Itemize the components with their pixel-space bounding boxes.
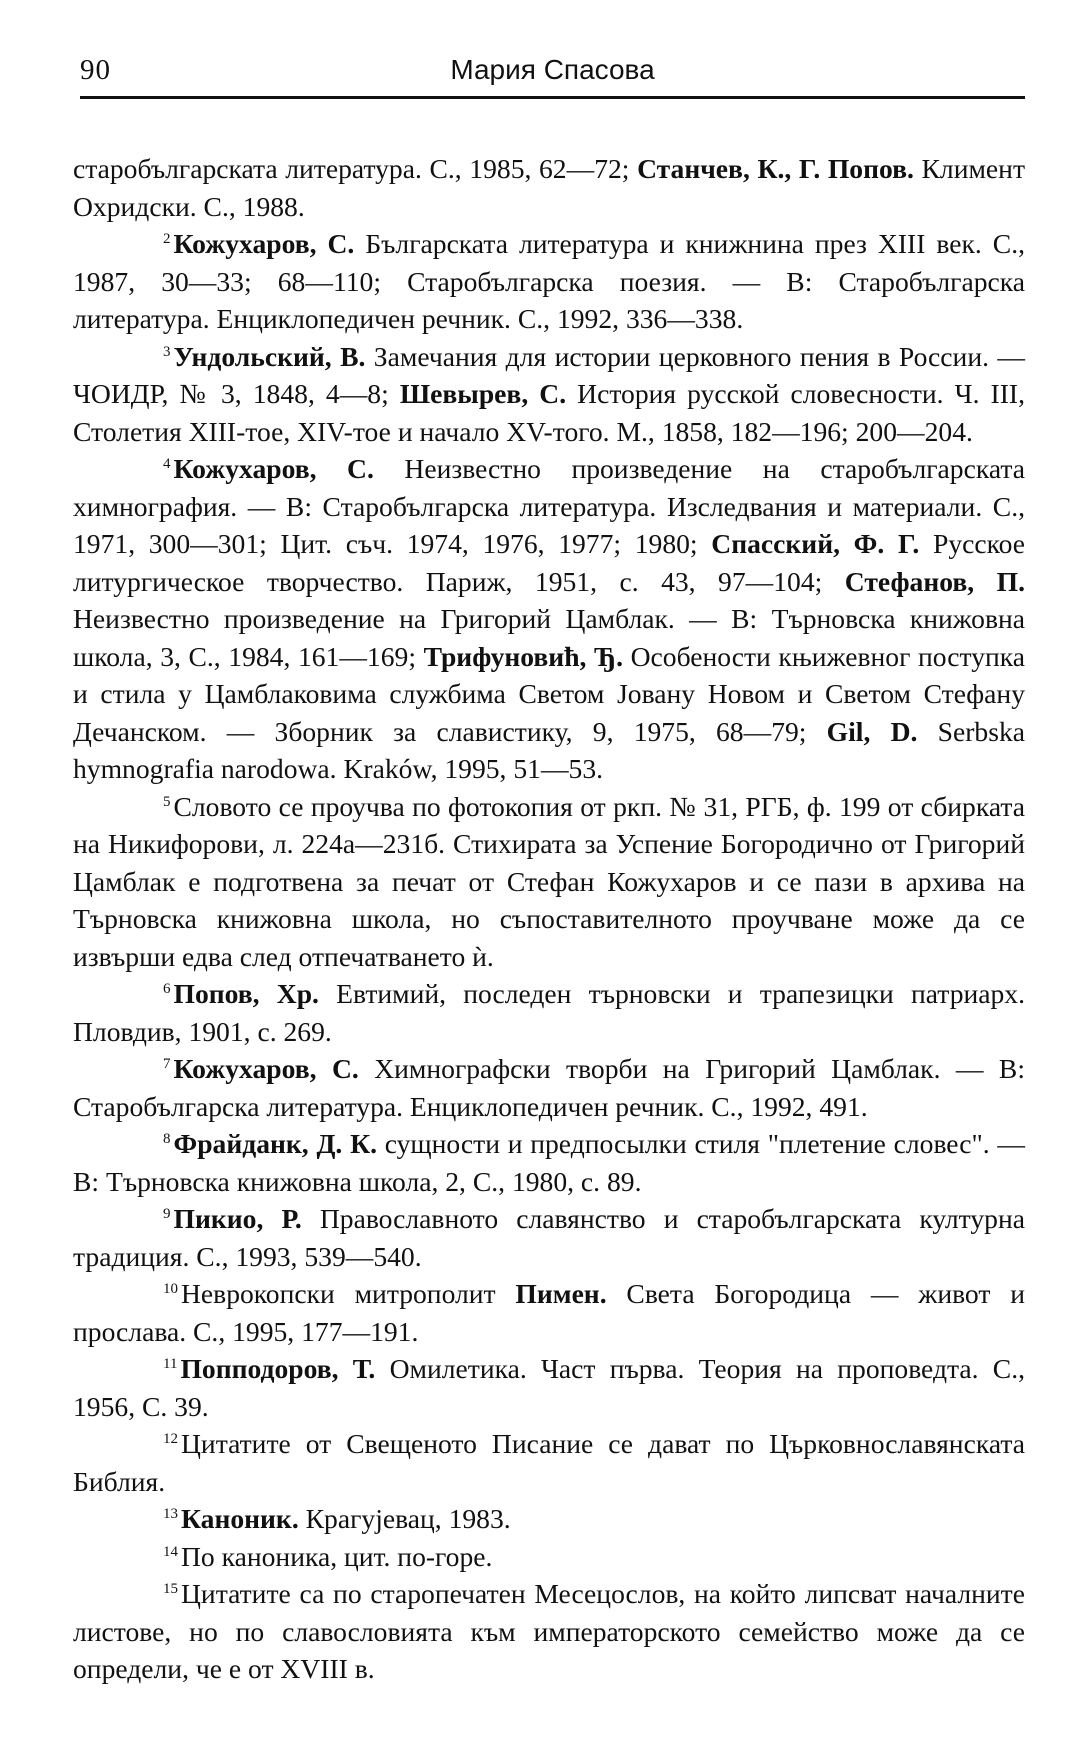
author-name: Трифуновић, Ђ. — [423, 640, 624, 672]
note-text: Православното славянство и старобългарската културна традиция. С., 1993, 539—540. — [73, 1203, 1025, 1272]
author-name: Станчев, К., Г. Попов. — [637, 153, 914, 184]
note-text: История русской словесности. Ч. III, Столетия XIII-тое, XIV-тое и начало XV-того. М., 1858, 182—196; 200—204. — [73, 378, 1025, 447]
footnote — [73, 1050, 1025, 1125]
note-text: Света Богородица — живот и прослава. С., 1995, 177—191. — [73, 1278, 1025, 1347]
page-header — [80, 52, 1025, 99]
footnote — [73, 1500, 1025, 1538]
author-name: Каноник. — [181, 1503, 299, 1534]
footnote — [73, 450, 1025, 788]
page-number: 90 — [80, 54, 111, 86]
author-name: Кожухаров, С. — [173, 228, 355, 259]
footnote-number: 10 — [163, 1281, 178, 1297]
footnote-number: 3 — [163, 343, 171, 360]
author-name: Попов, Хр. — [173, 978, 319, 1009]
footnote — [73, 1575, 1025, 1688]
footnote-number: 7 — [163, 1056, 171, 1072]
author-name: Gil, D. — [826, 715, 918, 747]
footnote-number: 4 — [163, 456, 171, 472]
footnote-number: 9 — [163, 1206, 171, 1222]
author-name: Попподоров, Т. — [180, 1353, 376, 1384]
author-name: Пикио, Р. — [173, 1203, 302, 1234]
footnote-number: 8 — [163, 1131, 171, 1147]
footnote — [73, 1275, 1025, 1350]
author-name: Ундольский, В. — [173, 340, 366, 372]
author-name: Стефанов, П. — [844, 565, 1025, 597]
note-text: Крагујевац, 1983. — [298, 1503, 511, 1534]
note-text: Serbska hymnografia narodowa. Kraków, 1995, 51—53. — [73, 715, 1025, 784]
author-name: Кожухаров, С. — [173, 453, 374, 484]
author-name: Фрайданк, Д. К. — [173, 1128, 377, 1159]
footnote — [73, 150, 1025, 225]
note-text: сущности и предпосылки стиля "плетение словес". — В: Търновска книжовна школа, 2, С., 1980, с. 89. — [73, 1128, 1025, 1197]
footnote — [73, 788, 1025, 976]
note-text: Неврокопски митрополит — [181, 1278, 516, 1309]
note-text: По каноника, цит. по-горе. — [181, 1540, 493, 1572]
note-text: Неизвестно произведение на старобългарската химнография. — В: Старобългарска литература. Изследвания и материали. С., 1971, 300—301; Цит. съч. 1974, 1976, 1977; 1980; — [73, 453, 1025, 559]
note-text: Евтимий, последен търновски и трапезицки патриарх. Пловдив, 1901, с. 269. — [73, 978, 1025, 1047]
footnote — [73, 1538, 1025, 1576]
footnote — [73, 225, 1025, 338]
note-text: старобългарската литература. С., 1985, 62—72; — [73, 153, 638, 184]
footnote-number: 15 — [163, 1581, 178, 1597]
footnote-number: 2 — [163, 231, 171, 247]
note-text: Българската литература и книжнина през XIII век. С., 1987, 30—33; 68—110; Старобългарска поезия. — В: Старобългарска литература. Енциклопедичен речник. С., 1992, 336—338. — [73, 228, 1025, 334]
note-text: Омилетика. Част първа. Теория на проповедта. С., 1956, С. 39. — [73, 1353, 1025, 1422]
footnote-number: 13 — [163, 1506, 178, 1522]
footnote-number: 11 — [163, 1356, 178, 1372]
footnote-number: 6 — [163, 981, 171, 997]
note-text: Неизвестно произведение на Григорий Цамблак. — В: Търновска книжовна школа, 3, С., 1984, 161—169; — [73, 603, 1025, 672]
footnote-number: 5 — [163, 793, 171, 810]
author-name: Пимен. — [515, 1278, 607, 1309]
footnote — [73, 338, 1025, 451]
footnote — [73, 1125, 1025, 1200]
note-text: Замечания для истории церковного пения в России. — ЧОИДР, № 3, 1848, 4—8; — [73, 340, 1025, 409]
note-text: Особености књижевног поступка и стила у Цамблаковима службима Светом Јовану Новом и Светом Стефану Дечанском. — Зборник за славистику, 9, 1975, 68—79; — [73, 640, 1025, 747]
note-text: Цитатите са по старопечатен Месецослов, на който липсват началните листове, но по славословията към императорското семейство може да се определи, че е от XVIII в. — [73, 1578, 1025, 1684]
note-text: Словото се проучва по фотокопия от ркп. № 31, РГБ, ф. 199 от сбирката на Никифорови, л. 224а—231б. Стихирата за Успение Богородично от Григорий Цамблак е подготвена за печат от Стефан Кожухаров и се пази в архива на Търновска книжовна школа, но съпоставителното проучване може да се извърши едва след отпечатването ѝ. — [73, 790, 1025, 972]
note-text: Химнографски творби на Григорий Цамблак. — В: Старобългарска литература. Енциклопедичен речник. С., 1992, 491. — [73, 1053, 1025, 1122]
footnotes-list — [73, 150, 1025, 1688]
footnote-number: 14 — [163, 1543, 178, 1560]
running-title: Мария Спасова — [450, 54, 655, 85]
note-text: Климент Охридски. С., 1988. — [73, 153, 1025, 222]
note-text: Русское литургическое творчество. Париж, 1951, с. 43, 97—104; — [73, 528, 1025, 597]
footnote — [73, 975, 1025, 1050]
footnote-number: 12 — [163, 1431, 178, 1447]
author-name: Кожухаров, С. — [173, 1053, 359, 1084]
author-name: Спасский, Ф. Г. — [711, 528, 920, 559]
footnote — [73, 1350, 1025, 1425]
footnote — [73, 1425, 1025, 1500]
note-text: Цитатите от Свещеното Писание се дават по Църковнославянската Библия. — [73, 1428, 1025, 1497]
footnote — [73, 1200, 1025, 1275]
author-name: Шевырев, С. — [399, 378, 567, 409]
